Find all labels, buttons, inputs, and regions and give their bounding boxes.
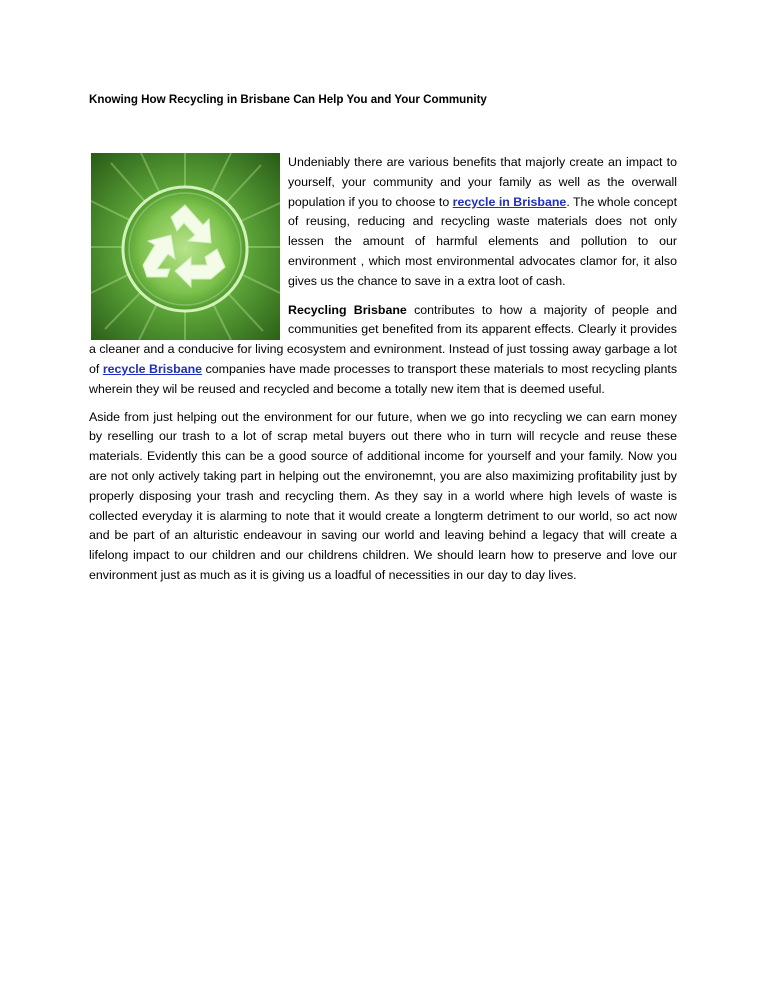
paragraph-2-text-a: contributes to how a majority of people and communities get benefited from its apparent effects. Clearly it provides a cleaner and a conducive for living ecosystem and evnironment. Instead of just tossing away garbage a lot of xyxy=(89,302,677,376)
article-body xyxy=(89,153,677,594)
recycle-in-brisbane-link[interactable]: recycle in Brisbane xyxy=(452,194,567,209)
recycling-brisbane-bold: Recycling Brisbane xyxy=(288,302,407,317)
paragraph-2-text-b: companies have made processes to transport these materials to most recycling plants wherein they wil be reused and recycled and become a totally new item that is deemed useful. xyxy=(89,361,678,396)
paragraph-1-text-a: Undeniably there are various benefits that majorly create an impact to yourself, your community and your family as well as the overwall population if you to choose to xyxy=(288,155,677,209)
paragraph-3: Aside from just helping out the environment for our future, when we go into recycling we can earn money by reselling our trash to a lot of scrap metal buyers out there who in turn will recycle and reuse these materials. Evidently this can be a good source of additional income for yourself and your family. Now you are not only actively taking part in helping out the environemnt, you are also maximizing profitability just by properly disposing your trash and recycling them. As they say in a world where high levels of waste is collected everyday it is alarming to note that it would create a longterm detriment to our world, so act now and be part of an alturistic endeavour in saving our world and leaving behind a legacy that will create a lifelong impact to our children and our childrens children. We should learn how to preserve and love our environment just as much as it is giving us a loadful of necessities in our day to day lives. xyxy=(89,409,677,582)
recycle-brisbane-link[interactable]: recycle Brisbane xyxy=(102,361,203,376)
document-title: Knowing How Recycling in Brisbane Can Help You and Your Community xyxy=(89,93,487,106)
paragraph-1-text-b: . The whole concept of reusing, reducing and recycling waste materials does not only lessen the amount of harmful elements and pollution to our environment , which most environmental advocates clamor for, it also gives us the chance to save in a extra loot of cash. xyxy=(288,194,678,288)
image-spacer xyxy=(89,153,288,340)
